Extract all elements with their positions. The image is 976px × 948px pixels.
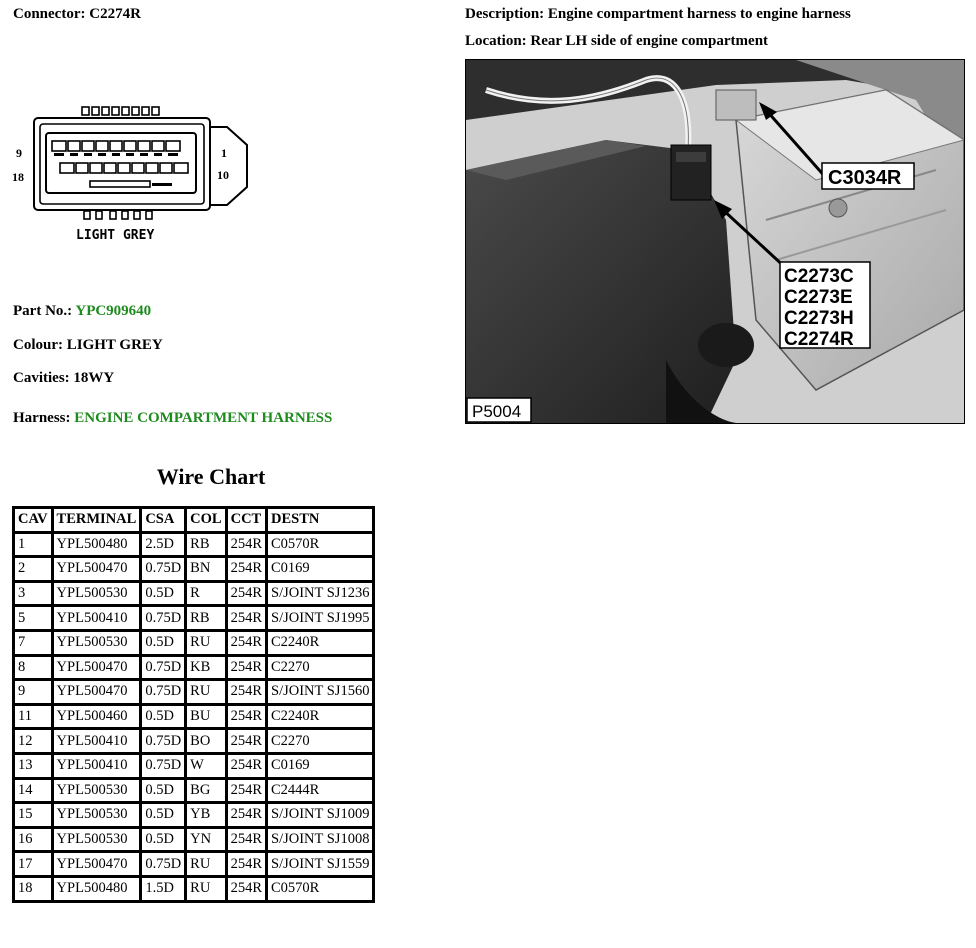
cell-csa: 0.5D (142, 583, 184, 605)
cell-col: RU (187, 681, 224, 703)
cell-destn: S/JOINT SJ1009 (268, 804, 372, 826)
pin-label-1: 1 (221, 146, 227, 160)
table-row (15, 657, 372, 679)
cell-csa: 0.5D (142, 632, 184, 654)
cell-terminal: YPL500480 (54, 878, 140, 900)
cell-destn: C2240R (268, 632, 372, 654)
cell-cct: 254R (228, 558, 265, 580)
cell-cct: 254R (228, 829, 265, 851)
cell-destn: S/JOINT SJ1008 (268, 829, 372, 851)
cell-col: BN (187, 558, 224, 580)
header-cav: CAV (15, 509, 51, 531)
cell-cct: 254R (228, 657, 265, 679)
cell-csa: 0.5D (142, 829, 184, 851)
cell-csa: 0.5D (142, 780, 184, 802)
cell-destn: S/JOINT SJ1236 (268, 583, 372, 605)
table-row (15, 706, 372, 728)
cell-col: R (187, 583, 224, 605)
cell-terminal: YPL500470 (54, 657, 140, 679)
cell-cav: 13 (15, 755, 51, 777)
cell-cav: 7 (15, 632, 51, 654)
cell-terminal: YPL500530 (54, 632, 140, 654)
cell-csa: 1.5D (142, 878, 184, 900)
pin-label-10: 10 (217, 168, 229, 182)
connector-colour-caption: LIGHT GREY (76, 228, 155, 243)
cell-destn: C0570R (268, 878, 372, 900)
cell-terminal: YPL500530 (54, 804, 140, 826)
header-terminal: TERMINAL (54, 509, 140, 531)
part-number-value: YPC909640 (75, 303, 152, 319)
cell-cav: 14 (15, 780, 51, 802)
cell-terminal: YPL500410 (54, 730, 140, 752)
cell-destn: S/JOINT SJ1560 (268, 681, 372, 703)
colour-value: LIGHT GREY (66, 337, 163, 353)
cell-cav: 12 (15, 730, 51, 752)
cell-terminal: YPL500470 (54, 681, 140, 703)
cavities-label: Cavities: (13, 370, 70, 386)
connector-heading (13, 6, 141, 23)
table-row (15, 607, 372, 629)
cell-cav: 11 (15, 706, 51, 728)
cell-cct: 254R (228, 706, 265, 728)
callout-c2273h: C2273H (784, 308, 854, 329)
table-row (15, 853, 372, 875)
harness-value: ENGINE COMPARTMENT HARNESS (74, 410, 333, 426)
cell-col: YN (187, 829, 224, 851)
description-text: Engine compartment harness to engine harness (547, 6, 851, 22)
cell-csa: 0.75D (142, 853, 184, 875)
location-text: Rear LH side of engine compartment (530, 33, 769, 49)
header-csa: CSA (142, 509, 184, 531)
callout-c2274r: C2274R (784, 329, 854, 350)
cell-destn: C2240R (268, 706, 372, 728)
table-row (15, 583, 372, 605)
cell-csa: 0.5D (142, 804, 184, 826)
part-number-label: Part No.: (13, 303, 73, 319)
table-row (15, 878, 372, 900)
table-row (15, 804, 372, 826)
cell-cct: 254R (228, 804, 265, 826)
callout-c2273c: C2273C (784, 266, 854, 287)
header-col: COL (187, 509, 224, 531)
description-label: Description: (465, 6, 545, 22)
cell-destn: C2444R (268, 780, 372, 802)
callout-c3034r: C3034R (828, 167, 902, 189)
description-heading (465, 6, 851, 23)
cell-csa: 0.75D (142, 681, 184, 703)
header-destn: DESTN (268, 509, 372, 531)
cell-terminal: YPL500530 (54, 583, 140, 605)
cell-col: RB (187, 534, 224, 556)
cell-cav: 9 (15, 681, 51, 703)
cell-terminal: YPL500480 (54, 534, 140, 556)
cell-cct: 254R (228, 730, 265, 752)
cell-destn: C2270 (268, 730, 372, 752)
cell-cct: 254R (228, 632, 265, 654)
pin-label-9: 9 (16, 146, 22, 160)
cell-col: BO (187, 730, 224, 752)
table-row (15, 755, 372, 777)
colour-line (13, 337, 163, 354)
cell-terminal: YPL500460 (54, 706, 140, 728)
cell-cav: 1 (15, 534, 51, 556)
cell-terminal: YPL500530 (54, 780, 140, 802)
connector-id: C2274R (89, 6, 141, 22)
table-row (15, 681, 372, 703)
location-photo (465, 59, 965, 424)
table-row (15, 730, 372, 752)
table-row (15, 780, 372, 802)
cell-col: BU (187, 706, 224, 728)
table-row (15, 632, 372, 654)
cavities-value: 18WY (73, 370, 115, 386)
cell-cct: 254R (228, 780, 265, 802)
cell-csa: 0.75D (142, 755, 184, 777)
cell-cct: 254R (228, 583, 265, 605)
cell-csa: 0.75D (142, 730, 184, 752)
cell-col: RU (187, 853, 224, 875)
cell-col: RU (187, 878, 224, 900)
cell-cav: 17 (15, 853, 51, 875)
photo-reference: P5004 (472, 402, 522, 421)
cell-col: YB (187, 804, 224, 826)
cell-cav: 16 (15, 829, 51, 851)
table-row (15, 534, 372, 556)
cell-destn: C0570R (268, 534, 372, 556)
cell-csa: 2.5D (142, 534, 184, 556)
cell-cav: 15 (15, 804, 51, 826)
wire-chart-title: Wire Chart (156, 464, 266, 489)
cell-terminal: YPL500530 (54, 829, 140, 851)
header-cct: CCT (228, 509, 265, 531)
cell-destn: S/JOINT SJ1559 (268, 853, 372, 875)
part-number-line (13, 303, 151, 320)
cell-destn: S/JOINT SJ1995 (268, 607, 372, 629)
cell-destn: C0169 (268, 755, 372, 777)
cell-csa: 0.75D (142, 657, 184, 679)
harness-line (13, 410, 332, 427)
table-row (15, 829, 372, 851)
cell-cct: 254R (228, 853, 265, 875)
location-heading (465, 33, 768, 50)
callout-c2273e: C2273E (784, 287, 853, 308)
cell-col: BG (187, 780, 224, 802)
cell-cav: 2 (15, 558, 51, 580)
cell-terminal: YPL500470 (54, 558, 140, 580)
cell-destn: C0169 (268, 558, 372, 580)
cell-terminal: YPL500410 (54, 607, 140, 629)
cell-csa: 0.75D (142, 607, 184, 629)
connector-face-diagram (12, 105, 257, 245)
wire-chart-header-row (15, 509, 372, 531)
cell-terminal: YPL500410 (54, 755, 140, 777)
cell-cav: 5 (15, 607, 51, 629)
cell-cct: 254R (228, 755, 265, 777)
wire-chart-table (12, 506, 375, 903)
location-label: Location: (465, 33, 527, 49)
harness-label: Harness: (13, 410, 71, 426)
cell-col: KB (187, 657, 224, 679)
cell-col: W (187, 755, 224, 777)
cell-cav: 3 (15, 583, 51, 605)
colour-label: Colour: (13, 337, 63, 353)
pin-label-18: 18 (12, 170, 24, 184)
cell-cct: 254R (228, 681, 265, 703)
cell-cav: 8 (15, 657, 51, 679)
cavities-line (13, 370, 114, 387)
cell-cct: 254R (228, 878, 265, 900)
cell-destn: C2270 (268, 657, 372, 679)
cell-col: RU (187, 632, 224, 654)
connector-label: Connector: (13, 6, 86, 22)
cell-csa: 0.5D (142, 706, 184, 728)
table-row (15, 558, 372, 580)
cell-cct: 254R (228, 607, 265, 629)
cell-cav: 18 (15, 878, 51, 900)
cell-terminal: YPL500470 (54, 853, 140, 875)
cell-col: RB (187, 607, 224, 629)
cell-csa: 0.75D (142, 558, 184, 580)
cell-cct: 254R (228, 534, 265, 556)
